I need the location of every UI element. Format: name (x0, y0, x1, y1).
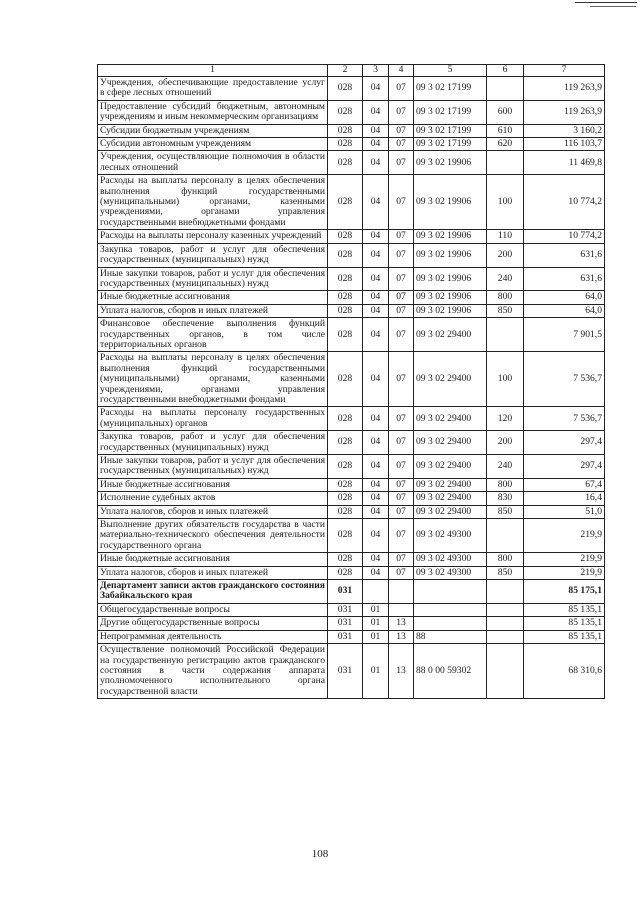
row-kind-cell: 620 (487, 138, 524, 151)
table-row (98, 519, 605, 553)
table-row (98, 230, 605, 243)
row-code-cell: 028 (328, 566, 363, 579)
row-subsection-cell: 07 (389, 243, 414, 267)
row-name-cell: Предоставление субсидий бюджетным, автономным учреждениям и иным некоммерческим организациям (98, 100, 328, 124)
row-name-cell: Расходы на выплаты персоналу в целях обеспечения выполнения функций государственными (муниципальными) органами, казенными учреждениями, органами управления государственными внебюджетными фондами (98, 352, 328, 407)
table-row (98, 505, 605, 518)
row-code-cell: 028 (328, 553, 363, 566)
row-amount-cell: 67,4 (524, 478, 605, 491)
row-kind-cell (487, 603, 524, 616)
row-kind-cell (487, 630, 524, 643)
row-section-cell: 04 (363, 318, 389, 352)
row-subsection-cell: 13 (389, 630, 414, 643)
row-amount-cell: 10 774,2 (524, 175, 605, 230)
row-subsection-cell (389, 580, 414, 604)
row-target-cell (414, 617, 487, 630)
row-kind-cell: 240 (487, 455, 524, 479)
row-amount-cell: 11 469,8 (524, 151, 605, 175)
row-amount-cell: 51,0 (524, 505, 605, 518)
row-target-cell: 09 3 02 19906 (414, 304, 487, 317)
row-name-cell: Уплата налогов, сборов и иных платежей (98, 304, 328, 317)
row-subsection-cell (389, 603, 414, 616)
row-code-cell: 031 (328, 603, 363, 616)
row-target-cell: 09 3 02 49300 (414, 553, 487, 566)
table-row (98, 352, 605, 407)
column-header: 6 (487, 65, 524, 77)
row-target-cell: 09 3 02 49300 (414, 566, 487, 579)
row-kind-cell: 800 (487, 553, 524, 566)
row-kind-cell: 120 (487, 407, 524, 431)
row-subsection-cell: 07 (389, 566, 414, 579)
row-amount-cell: 116 103,7 (524, 138, 605, 151)
row-target-cell: 09 3 02 19906 (414, 243, 487, 267)
row-code-cell: 031 (328, 644, 363, 699)
row-name-cell: Иные бюджетные ассигнования (98, 291, 328, 304)
column-header: 7 (524, 65, 605, 77)
row-target-cell: 09 3 02 19906 (414, 230, 487, 243)
row-code-cell: 028 (328, 124, 363, 137)
row-kind-cell (487, 580, 524, 604)
row-target-cell (414, 603, 487, 616)
row-name-cell: Закупка товаров, работ и услуг для обеспечения государственных (муниципальных) нужд (98, 431, 328, 455)
corner-rule-secondary (590, 6, 636, 7)
row-target-cell: 09 3 02 29400 (414, 478, 487, 491)
row-amount-cell: 64,0 (524, 304, 605, 317)
row-subsection-cell: 07 (389, 230, 414, 243)
row-kind-cell: 200 (487, 431, 524, 455)
row-section-cell: 04 (363, 138, 389, 151)
row-code-cell: 028 (328, 151, 363, 175)
page-number: 108 (311, 848, 329, 860)
table-row (98, 603, 605, 616)
row-section-cell: 04 (363, 230, 389, 243)
row-name-cell: Учреждения, осуществляющие полномочия в области лесных отношений (98, 151, 328, 175)
row-name-cell: Расходы на выплаты персоналу казенных учреждений (98, 230, 328, 243)
row-name-cell: Общегосударственные вопросы (98, 603, 328, 616)
table-row (98, 304, 605, 317)
row-amount-cell: 85 135,1 (524, 617, 605, 630)
row-section-cell: 04 (363, 505, 389, 518)
row-amount-cell: 119 263,9 (524, 100, 605, 124)
row-target-cell: 09 3 02 17199 (414, 100, 487, 124)
row-section-cell (363, 580, 389, 604)
row-kind-cell: 100 (487, 352, 524, 407)
column-header: 3 (363, 65, 389, 77)
row-section-cell: 04 (363, 352, 389, 407)
row-amount-cell: 64,0 (524, 291, 605, 304)
row-target-cell: 09 3 02 19906 (414, 151, 487, 175)
table-row (98, 291, 605, 304)
row-section-cell: 04 (363, 455, 389, 479)
row-name-cell: Исполнение судебных актов (98, 492, 328, 505)
row-code-cell: 028 (328, 505, 363, 518)
row-section-cell: 04 (363, 151, 389, 175)
row-subsection-cell: 07 (389, 175, 414, 230)
row-amount-cell: 219,9 (524, 566, 605, 579)
row-target-cell: 09 3 02 19906 (414, 175, 487, 230)
row-subsection-cell: 07 (389, 431, 414, 455)
row-section-cell: 04 (363, 291, 389, 304)
row-name-cell: Иные закупки товаров, работ и услуг для обеспечения государственных (муниципальных) нужд (98, 455, 328, 479)
row-amount-cell: 297,4 (524, 431, 605, 455)
row-subsection-cell: 07 (389, 291, 414, 304)
row-section-cell: 04 (363, 519, 389, 553)
row-code-cell: 028 (328, 291, 363, 304)
row-section-cell: 01 (363, 644, 389, 699)
row-kind-cell: 800 (487, 478, 524, 491)
row-section-cell: 04 (363, 431, 389, 455)
row-kind-cell (487, 318, 524, 352)
row-section-cell: 04 (363, 566, 389, 579)
row-amount-cell: 219,9 (524, 519, 605, 553)
row-section-cell: 04 (363, 553, 389, 566)
row-code-cell: 028 (328, 431, 363, 455)
row-kind-cell: 830 (487, 492, 524, 505)
table-row (98, 492, 605, 505)
row-subsection-cell: 07 (389, 478, 414, 491)
row-target-cell: 09 3 02 29400 (414, 431, 487, 455)
row-kind-cell: 850 (487, 304, 524, 317)
row-amount-cell: 7 536,7 (524, 352, 605, 407)
table-row (98, 580, 605, 604)
row-name-cell: Департамент записи актов гражданского состояния Забайкальского края (98, 580, 328, 604)
row-name-cell: Уплата налогов, сборов и иных платежей (98, 566, 328, 579)
row-code-cell: 028 (328, 318, 363, 352)
row-kind-cell: 850 (487, 505, 524, 518)
row-code-cell: 028 (328, 352, 363, 407)
row-name-cell: Финансовое обеспечение выполнения функций государственных органов, в том числе территориальных органов (98, 318, 328, 352)
row-name-cell: Субсидии бюджетным учреждениям (98, 124, 328, 137)
column-header: 2 (328, 65, 363, 77)
row-kind-cell (487, 617, 524, 630)
row-code-cell: 028 (328, 407, 363, 431)
row-section-cell: 01 (363, 630, 389, 643)
row-section-cell: 01 (363, 603, 389, 616)
row-name-cell: Иные закупки товаров, работ и услуг для обеспечения государственных (муниципальных) нужд (98, 267, 328, 291)
column-header: 4 (389, 65, 414, 77)
table-row (98, 553, 605, 566)
row-amount-cell: 68 310,6 (524, 644, 605, 699)
row-amount-cell: 219,9 (524, 553, 605, 566)
table-row (98, 138, 605, 151)
row-subsection-cell: 13 (389, 617, 414, 630)
row-target-cell: 09 3 02 29400 (414, 505, 487, 518)
row-target-cell: 09 3 02 17199 (414, 124, 487, 137)
row-section-cell: 01 (363, 617, 389, 630)
row-subsection-cell: 07 (389, 492, 414, 505)
row-subsection-cell: 07 (389, 138, 414, 151)
table-row (98, 151, 605, 175)
row-target-cell: 88 0 00 59302 (414, 644, 487, 699)
row-subsection-cell: 07 (389, 505, 414, 518)
row-amount-cell: 85 135,1 (524, 630, 605, 643)
row-section-cell: 04 (363, 304, 389, 317)
row-target-cell: 88 (414, 630, 487, 643)
row-subsection-cell: 07 (389, 124, 414, 137)
row-section-cell: 04 (363, 478, 389, 491)
row-kind-cell: 100 (487, 175, 524, 230)
row-code-cell: 031 (328, 617, 363, 630)
row-name-cell: Субсидии автономным учреждениям (98, 138, 328, 151)
row-kind-cell: 610 (487, 124, 524, 137)
row-name-cell: Другие общегосударственные вопросы (98, 617, 328, 630)
budget-table (97, 64, 605, 699)
row-subsection-cell: 07 (389, 267, 414, 291)
table-row (98, 124, 605, 137)
row-subsection-cell: 07 (389, 407, 414, 431)
row-code-cell: 031 (328, 630, 363, 643)
table-row (98, 617, 605, 630)
table-row (98, 566, 605, 579)
row-target-cell: 09 3 02 29400 (414, 318, 487, 352)
row-amount-cell: 10 774,2 (524, 230, 605, 243)
table-row (98, 77, 605, 101)
column-header: 1 (98, 65, 328, 77)
table-row (98, 318, 605, 352)
row-target-cell: 09 3 02 19906 (414, 267, 487, 291)
table-body (98, 77, 605, 699)
table-row (98, 431, 605, 455)
row-subsection-cell: 07 (389, 304, 414, 317)
row-code-cell: 028 (328, 138, 363, 151)
row-code-cell: 028 (328, 267, 363, 291)
table-row (98, 243, 605, 267)
row-amount-cell: 16,4 (524, 492, 605, 505)
row-kind-cell (487, 519, 524, 553)
table-header-row (98, 65, 605, 77)
row-subsection-cell: 07 (389, 519, 414, 553)
row-code-cell: 028 (328, 175, 363, 230)
row-code-cell: 028 (328, 492, 363, 505)
row-amount-cell: 631,6 (524, 267, 605, 291)
row-code-cell: 028 (328, 304, 363, 317)
row-subsection-cell: 07 (389, 455, 414, 479)
row-kind-cell: 600 (487, 100, 524, 124)
row-target-cell: 09 3 02 29400 (414, 407, 487, 431)
table-row (98, 630, 605, 643)
row-kind-cell: 850 (487, 566, 524, 579)
row-subsection-cell: 07 (389, 352, 414, 407)
row-section-cell: 04 (363, 267, 389, 291)
row-section-cell: 04 (363, 175, 389, 230)
row-name-cell: Иные бюджетные ассигнования (98, 553, 328, 566)
row-subsection-cell: 07 (389, 151, 414, 175)
row-code-cell: 031 (328, 580, 363, 604)
row-target-cell (414, 580, 487, 604)
row-name-cell: Уплата налогов, сборов и иных платежей (98, 505, 328, 518)
row-target-cell: 09 3 02 29400 (414, 352, 487, 407)
table-row (98, 478, 605, 491)
row-subsection-cell: 07 (389, 553, 414, 566)
row-name-cell: Учреждения, обеспечивающие предоставление услуг в сфере лесных отношений (98, 77, 328, 101)
row-amount-cell: 631,6 (524, 243, 605, 267)
row-amount-cell: 3 160,2 (524, 124, 605, 137)
row-section-cell: 04 (363, 243, 389, 267)
row-kind-cell (487, 644, 524, 699)
row-section-cell: 04 (363, 407, 389, 431)
row-target-cell: 09 3 02 29400 (414, 492, 487, 505)
row-amount-cell: 85 175,1 (524, 580, 605, 604)
row-kind-cell: 200 (487, 243, 524, 267)
row-section-cell: 04 (363, 100, 389, 124)
row-subsection-cell: 07 (389, 318, 414, 352)
table-row (98, 407, 605, 431)
row-kind-cell (487, 151, 524, 175)
row-target-cell: 09 3 02 29400 (414, 455, 487, 479)
row-amount-cell: 7 536,7 (524, 407, 605, 431)
row-section-cell: 04 (363, 77, 389, 101)
row-subsection-cell: 07 (389, 77, 414, 101)
table-row (98, 175, 605, 230)
row-name-cell: Иные бюджетные ассигнования (98, 478, 328, 491)
row-code-cell: 028 (328, 243, 363, 267)
row-amount-cell: 85 135,1 (524, 603, 605, 616)
row-amount-cell: 297,4 (524, 455, 605, 479)
row-name-cell: Непрограммная деятельность (98, 630, 328, 643)
row-subsection-cell: 13 (389, 644, 414, 699)
row-name-cell: Осуществление полномочий Российской Федерации на государственную регистрацию актов гражданского состояния в части содержания аппарата уполномоченного исполнительного органа государственной власти (98, 644, 328, 699)
row-name-cell: Расходы на выплаты персоналу государственных (муниципальных) органов (98, 407, 328, 431)
row-code-cell: 028 (328, 230, 363, 243)
row-subsection-cell: 07 (389, 100, 414, 124)
row-kind-cell (487, 77, 524, 101)
row-target-cell: 09 3 02 17199 (414, 138, 487, 151)
row-amount-cell: 119 263,9 (524, 77, 605, 101)
column-header: 5 (414, 65, 487, 77)
row-name-cell: Закупка товаров, работ и услуг для обеспечения государственных (муниципальных) нужд (98, 243, 328, 267)
row-section-cell: 04 (363, 492, 389, 505)
table-row (98, 644, 605, 699)
table-row (98, 100, 605, 124)
row-name-cell: Расходы на выплаты персоналу в целях обеспечения выполнения функций государственными (муниципальными) органами, казенными учреждениями, органами управления государственными внебюджетными фондами (98, 175, 328, 230)
corner-rule (575, 2, 637, 3)
table-row (98, 455, 605, 479)
row-code-cell: 028 (328, 519, 363, 553)
table-row (98, 267, 605, 291)
row-target-cell: 09 3 02 19906 (414, 291, 487, 304)
row-target-cell: 09 3 02 17199 (414, 77, 487, 101)
row-target-cell: 09 3 02 49300 (414, 519, 487, 553)
row-code-cell: 028 (328, 100, 363, 124)
row-kind-cell: 240 (487, 267, 524, 291)
row-amount-cell: 7 901,5 (524, 318, 605, 352)
row-code-cell: 028 (328, 455, 363, 479)
row-code-cell: 028 (328, 478, 363, 491)
row-kind-cell: 110 (487, 230, 524, 243)
row-code-cell: 028 (328, 77, 363, 101)
row-name-cell: Выполнение других обязательств государства в части материально-технического обеспечения деятельности государственного органа (98, 519, 328, 553)
row-kind-cell: 800 (487, 291, 524, 304)
row-section-cell: 04 (363, 124, 389, 137)
